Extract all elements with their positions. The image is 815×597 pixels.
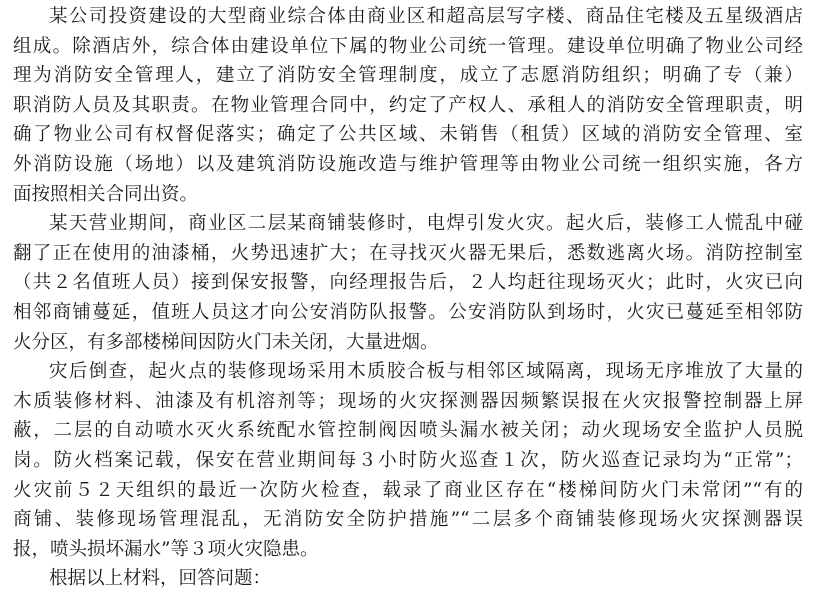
text-line: 某公司投资建设的大型商业综合体由商业区和超高层写字楼、商品住宅楼及五星级酒店 [49, 6, 803, 27]
paragraph-4 [13, 564, 803, 594]
text-line: 报，喷头损坏漏水”等３项火灾隐患。 [13, 538, 319, 560]
document-page [0, 2, 815, 597]
text-line: 翻了正在使用的油漆桶，火势迅速扩大；在寻找灭火器无果后，悉数逃离火场。消防控制室 [13, 242, 803, 264]
text-line: 外消防设施（场地）以及建筑消防设施改造与维护管理等由物业公司统一组织实施，各方 [13, 153, 803, 175]
text-line: 面按照相关合同出资。 [13, 183, 199, 205]
text-line: 某天营业期间，商业区二层某商铺装修时，电焊引发火灾。起火后，装修工人慌乱中碰 [49, 213, 803, 235]
text-line: 商铺、装修现场管理混乱，无消防安全防护措施”“二层多个商铺装修现场火灾探测器误 [13, 509, 803, 531]
paragraph-1 [13, 2, 803, 209]
text-line: 木质装修材料、油漆及有机溶剂等；现场的火灾探测器因频繁误报在火灾报警控制器上屏 [13, 390, 803, 412]
text-line: 灾后倒查，起火点的装修现场采用木质胶合板与相邻区域隔离，现场无序堆放了大量的 [49, 361, 803, 383]
text-line: 确了物业公司有权督促落实；确定了公共区域、未销售（租赁）区域的消防安全管理、室 [13, 124, 803, 146]
text-line: 组成。除酒店外，综合体由建设单位下属的物业公司统一管理。建设单位明确了物业公司经 [13, 35, 803, 57]
text-line: 岗。防火档案记载，保安在营业期间每３小时防火巡查１次，防火巡查记录均为“正常”； [13, 449, 803, 471]
question-prompt: 根据以上材料，回答问题： [49, 568, 272, 590]
text-line: 蔽，二层的自动喷水灭火系统配水管控制阀因喷头漏水被关闭；动火现场安全监护人员脱 [13, 420, 803, 442]
text-line: 火灾前５２天组织的最近一次防火检查，载录了商业区存在“楼梯间防火门未常闭”“有的 [13, 479, 803, 501]
paragraph-3 [13, 357, 803, 564]
text-line: 职消防人员及其职责。在物业管理合同中，约定了产权人、承租人的消防安全管理职责，明 [13, 94, 803, 116]
text-line: 火分区，有多部楼梯间因防火门未关闭，大量进烟。 [13, 331, 439, 353]
text-line: 理为消防安全管理人，建立了消防安全管理制度，成立了志愿消防组织；明确了专（兼） [13, 65, 803, 87]
text-line: （共２名值班人员）接到保安报警，向经理报告后，２人均赶往现场灭火；此时，火灾已向 [13, 272, 803, 294]
text-line: 相邻商铺蔓延，值班人员这才向公安消防队报警。公安消防队到场时，火灾已蔓延至相邻防 [13, 301, 803, 323]
paragraph-2 [13, 209, 803, 357]
